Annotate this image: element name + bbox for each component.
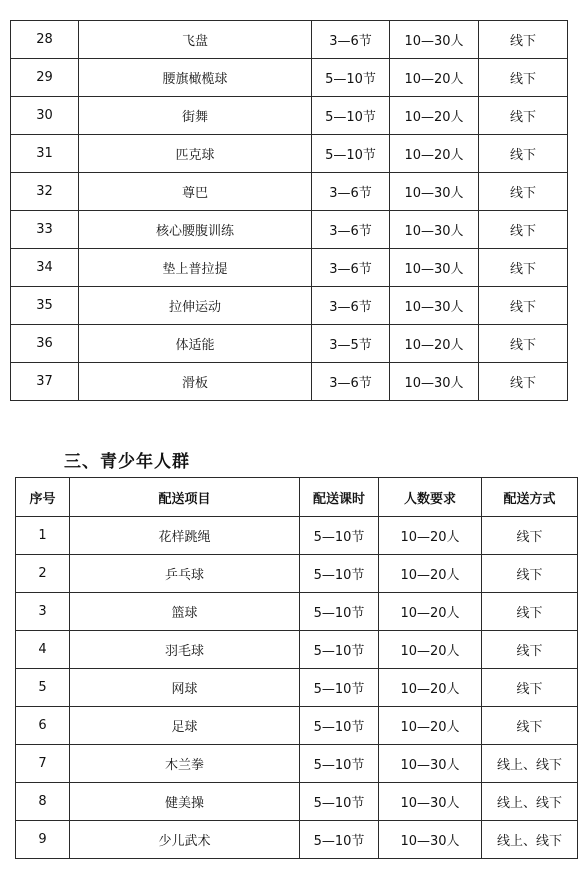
cell-headcount: 10—30人	[390, 173, 479, 211]
cell-headcount: 10—20人	[390, 135, 479, 173]
cell-program: 木兰拳	[70, 745, 300, 783]
cell-program: 飞盘	[79, 21, 312, 59]
cell-program: 足球	[70, 707, 300, 745]
cell-delivery: 线上、线下	[482, 821, 578, 859]
youth-program-table	[15, 477, 578, 859]
cell-sessions: 5—10节	[300, 593, 379, 631]
cell-program: 匹克球	[79, 135, 312, 173]
table-row	[16, 821, 578, 859]
table-row	[11, 325, 568, 363]
cell-program: 花样跳绳	[70, 517, 300, 555]
cell-delivery: 线上、线下	[482, 745, 578, 783]
header-index: 序号	[16, 478, 70, 517]
cell-headcount: 10—20人	[379, 669, 482, 707]
cell-headcount: 10—30人	[379, 745, 482, 783]
header-delivery: 配送方式	[482, 478, 578, 517]
cell-headcount: 10—30人	[390, 287, 479, 325]
cell-index: 37	[11, 363, 79, 401]
table-header	[16, 478, 578, 517]
cell-headcount: 10—30人	[390, 21, 479, 59]
cell-index: 4	[16, 631, 70, 669]
header-row	[16, 478, 578, 517]
cell-sessions: 5—10节	[300, 669, 379, 707]
cell-program: 乒乓球	[70, 555, 300, 593]
cell-program: 腰旗橄榄球	[79, 59, 312, 97]
cell-sessions: 5—10节	[312, 97, 390, 135]
cell-program: 街舞	[79, 97, 312, 135]
table-row	[16, 517, 578, 555]
table-row	[11, 21, 568, 59]
cell-program: 篮球	[70, 593, 300, 631]
header-headcount: 人数要求	[379, 478, 482, 517]
cell-headcount: 10—20人	[379, 631, 482, 669]
cell-index: 2	[16, 555, 70, 593]
table-body	[16, 517, 578, 859]
cell-headcount: 10—30人	[390, 363, 479, 401]
cell-headcount: 10—30人	[379, 783, 482, 821]
cell-delivery: 线下	[482, 707, 578, 745]
cell-index: 36	[11, 325, 79, 363]
cell-sessions: 5—10节	[312, 135, 390, 173]
table-row	[16, 631, 578, 669]
table-row	[11, 287, 568, 325]
table-row	[16, 783, 578, 821]
cell-headcount: 10—20人	[390, 59, 479, 97]
cell-index: 33	[11, 211, 79, 249]
cell-sessions: 5—10节	[300, 745, 379, 783]
cell-headcount: 10—20人	[379, 593, 482, 631]
cell-index: 3	[16, 593, 70, 631]
cell-delivery: 线下	[479, 97, 568, 135]
cell-headcount: 10—30人	[379, 821, 482, 859]
table-row	[11, 211, 568, 249]
cell-index: 29	[11, 59, 79, 97]
cell-index: 30	[11, 97, 79, 135]
cell-delivery: 线下	[479, 173, 568, 211]
cell-program: 垫上普拉提	[79, 249, 312, 287]
cell-sessions: 3—6节	[312, 211, 390, 249]
cell-headcount: 10—20人	[379, 517, 482, 555]
table-row	[11, 249, 568, 287]
cell-delivery: 线上、线下	[482, 783, 578, 821]
cell-index: 5	[16, 669, 70, 707]
cell-delivery: 线下	[479, 249, 568, 287]
cell-headcount: 10—20人	[379, 555, 482, 593]
cell-index: 32	[11, 173, 79, 211]
section-heading: 三、青少年人群	[64, 452, 190, 472]
table-row	[11, 173, 568, 211]
cell-sessions: 5—10节	[300, 783, 379, 821]
cell-sessions: 5—10节	[300, 631, 379, 669]
table-row	[11, 59, 568, 97]
cell-sessions: 5—10节	[300, 555, 379, 593]
table-row	[16, 745, 578, 783]
cell-program: 核心腰腹训练	[79, 211, 312, 249]
cell-sessions: 5—10节	[300, 821, 379, 859]
cell-program: 少儿武术	[70, 821, 300, 859]
cell-sessions: 5—10节	[300, 707, 379, 745]
cell-index: 1	[16, 517, 70, 555]
cell-delivery: 线下	[479, 363, 568, 401]
cell-sessions: 3—6节	[312, 287, 390, 325]
cell-program: 拉伸运动	[79, 287, 312, 325]
cell-sessions: 3—6节	[312, 249, 390, 287]
cell-index: 31	[11, 135, 79, 173]
table-body	[11, 21, 568, 401]
table-row	[16, 593, 578, 631]
cell-index: 8	[16, 783, 70, 821]
cell-delivery: 线下	[482, 631, 578, 669]
cell-program: 网球	[70, 669, 300, 707]
table-row	[11, 135, 568, 173]
cell-delivery: 线下	[479, 211, 568, 249]
program-table-continued	[10, 20, 568, 401]
table-row	[16, 669, 578, 707]
cell-delivery: 线下	[479, 135, 568, 173]
cell-program: 滑板	[79, 363, 312, 401]
cell-program: 羽毛球	[70, 631, 300, 669]
cell-sessions: 3—6节	[312, 173, 390, 211]
cell-program: 健美操	[70, 783, 300, 821]
cell-index: 28	[11, 21, 79, 59]
cell-delivery: 线下	[479, 59, 568, 97]
header-program: 配送项目	[70, 478, 300, 517]
cell-index: 34	[11, 249, 79, 287]
cell-delivery: 线下	[479, 287, 568, 325]
cell-index: 35	[11, 287, 79, 325]
cell-sessions: 5—10节	[300, 517, 379, 555]
cell-delivery: 线下	[479, 325, 568, 363]
cell-delivery: 线下	[479, 21, 568, 59]
cell-delivery: 线下	[482, 593, 578, 631]
cell-headcount: 10—30人	[390, 211, 479, 249]
cell-sessions: 3—5节	[312, 325, 390, 363]
cell-delivery: 线下	[482, 555, 578, 593]
table-row	[16, 707, 578, 745]
cell-index: 9	[16, 821, 70, 859]
cell-sessions: 3—6节	[312, 363, 390, 401]
cell-sessions: 5—10节	[312, 59, 390, 97]
cell-headcount: 10—30人	[390, 249, 479, 287]
cell-delivery: 线下	[482, 669, 578, 707]
cell-headcount: 10—20人	[390, 325, 479, 363]
table-row	[11, 97, 568, 135]
cell-headcount: 10—20人	[390, 97, 479, 135]
table-row	[11, 363, 568, 401]
cell-sessions: 3—6节	[312, 21, 390, 59]
cell-program: 尊巴	[79, 173, 312, 211]
header-sessions: 配送课时	[300, 478, 379, 517]
cell-headcount: 10—20人	[379, 707, 482, 745]
cell-delivery: 线下	[482, 517, 578, 555]
cell-program: 体适能	[79, 325, 312, 363]
cell-index: 7	[16, 745, 70, 783]
table-row	[16, 555, 578, 593]
cell-index: 6	[16, 707, 70, 745]
